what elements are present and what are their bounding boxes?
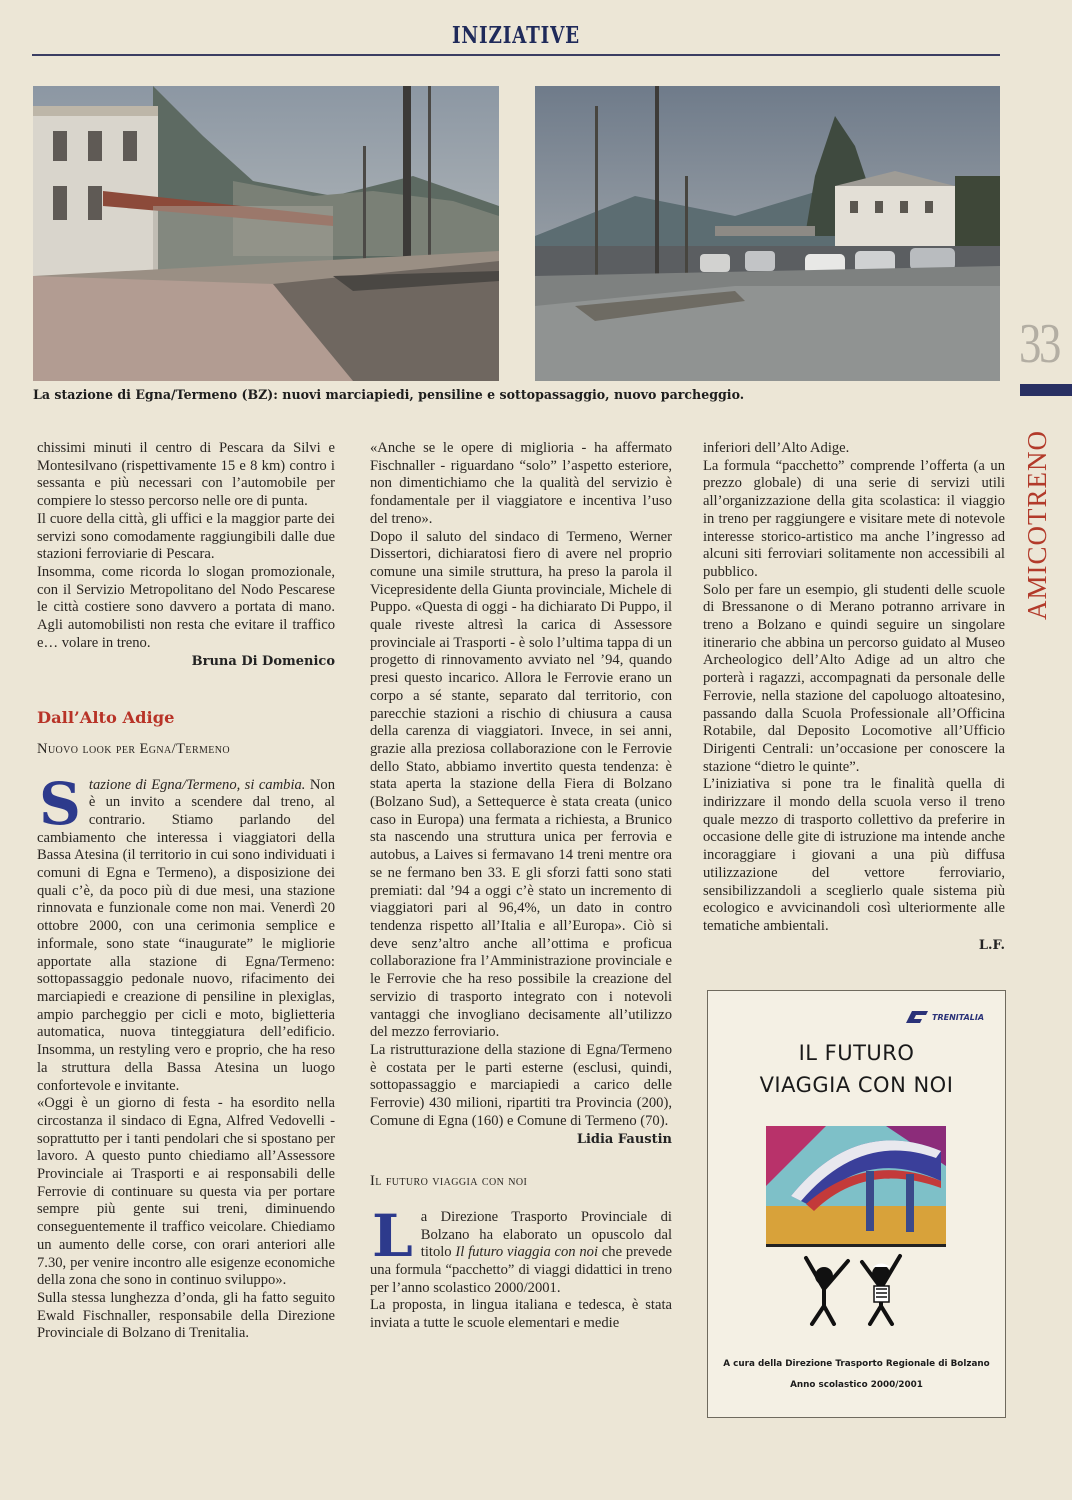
paragraph-lead <box>37 769 335 1096</box>
lead-text: Non è un invito a scendere dal treno, al contrario. Stiamo parlando del cambiamento che interessa i viaggiatori della Bassa Atesina (il territorio in cui sono individuati i comuni di Egna e Termeno), a disposizione dei quali c’è, da poco più di due mesi, una stazione rinnovata e funzionale come non mai. Venerdì 20 ottobre 2000, con una cerimonia semplice e informale, sono state “inaugurate” le migliorie apportate alla stazione di Egna/Termeno: sottopassaggio pedonale nuovo, rifacimento dei marciapiedi e creazione di pensiline in plexiglas, ampio parcheggio per cicli e moto, biglietteria automatica, nuova tinteggiatura dell’edificio. Insomma, un restyling vero e proprio, che ha reso la struttura della Bassa Atesina un luogo confortevole e invitante. <box>37 776 335 1094</box>
ad-title-line-2: VIAGGIA CON NOI <box>759 1073 954 1097</box>
ad-footer-line-2: Anno scolastico 2000/2001 <box>790 1380 923 1390</box>
subsection-title: Dall’Alto Adige <box>37 708 175 728</box>
paragraph: «Anche se le opere di miglioria - ha affermato Fischnaller - riguardano “solo” l’aspetto esteriore, non dimentichiamo che la qualità del servizio è fondamentale per il viaggiatore e incentiva l’uso del treno». <box>370 440 672 527</box>
article-kicker: Il futuro viaggia con noi <box>370 1173 528 1190</box>
photo-station-platform <box>33 86 499 381</box>
drop-cap: L <box>372 1201 413 1270</box>
paragraph: Sulla stessa lunghezza d’onda, gli ha fatto seguito Ewald Fischnaller, responsabile della Direzione Provinciale di Bolzano di Trenitalia. <box>37 1289 335 1342</box>
photo-caption: La stazione di Egna/Termeno (BZ): nuovi marciapiedi, pensiline e sottopassaggio, nuovo parcheggio. <box>33 387 745 402</box>
section-title: INIZIATIVE <box>452 22 580 49</box>
section-header <box>32 22 1000 56</box>
ad-footer-line-1: A cura della Direzione Trasporto Regionale di Bolzano <box>723 1359 990 1369</box>
photo-station-parking <box>535 86 1000 381</box>
paragraph: inferiori dell’Alto Adige. <box>703 440 850 456</box>
paragraph: Insomma, come ricorda lo slogan promozionale, con il Servizio Metropolitano del Nodo Pescarese le città costiere sono davvero a portata di mano. Agli automobilisti non resta che evitare il traffico e… volare in treno. <box>37 563 335 651</box>
paragraph: La formula “pacchetto” comprende l’offerta (a un prezzo globale) di una serie di servizi utili all’organizzazione della gita scolastica: il viaggio in treno per raggiungere e visitare mete di notevole interesse storico-artistico ma anche l’ingresso ad alcuni siti ferroviari solitamente non accessibili al pubblico. <box>703 457 1005 580</box>
paragraph: La proposta, in lingua italiana e tedesca, è stata inviata a tutte le scuole elementari e medie <box>370 1297 672 1332</box>
column-3 <box>703 440 1005 954</box>
article-kicker: Nuovo look per Egna/Termeno <box>37 740 231 757</box>
lead-text-end: che prevede una formula “pacchetto” di viaggi didattici in treno per l’anno scolastico 2000/2001. <box>370 1244 672 1296</box>
author-signature: Bruna Di Domenico <box>191 654 335 670</box>
train-children-illustration <box>766 1126 946 1326</box>
logo-text: TRENITALIA <box>932 1013 985 1022</box>
lead-italic: tazione di Egna/Termeno, si cambia. <box>88 776 306 793</box>
paragraph: Il cuore della città, gli uffici e la maggior parte dei servizi sono comodamente raggiungibili dalle due stazioni ferroviarie di Pescara. <box>37 510 335 563</box>
trenitalia-logo <box>904 1009 994 1029</box>
advertisement-box <box>707 990 1006 1418</box>
paragraph-lead <box>370 1201 672 1298</box>
column-1 <box>37 440 335 1343</box>
trenitalia-logo-icon <box>904 1009 930 1025</box>
lead-italic: Il futuro viaggia con noi <box>455 1244 599 1261</box>
drop-cap: S <box>39 769 81 838</box>
ad-title-line-1: IL FUTURO <box>798 1041 915 1065</box>
paragraph: La ristrutturazione della stazione di Egna/Termeno è costata per le parti esterne (esclusi, quindi, sottopassaggio e marciapiedi a carico delle Ferrovie) 430 milioni, ripartiti tra Provincia (200), Comune di Egna (160) e Comune di Termeno (70). <box>370 1041 672 1129</box>
author-signature: Lidia Faustin <box>576 1132 672 1148</box>
paragraph: L’iniziativa si pone tra le finalità quella di indirizzare il mondo della scuola verso il treno quale mezzo di trasporto collettivo da preferire in occasione delle gite di istruzione ma intende anche incoraggiare i giovani a una più diffusa utilizzazione del vettore ferroviario, sensibilizzandoli a sceglierlo quale sistema più ecologico e avvicinandoli così ulteriormente alle tematiche ambientali. <box>703 776 1005 934</box>
magazine-name: AMICOTRENO <box>1022 430 1052 620</box>
paragraph: «Oggi è un giorno di festa - ha esordito nella circostanza il sindaco di Egna, Alfred Vedovelli - soprattutto per i tanti pendolari che si spostano per lavoro. A questo punto chiediamo all’Assessore Provinciale ai Trasporti e ai responsabili delle Ferrovie di continuare su questa via per portare sempre più gente sui treni, diminuendo conseguentemente il traffico veicolare. Chiediamo un aumento delle corse, con orari anteriori alle 7.30, per venire incontro alle esigenze economiche della zona che sono in continuo sviluppo». <box>37 1095 335 1289</box>
lead-text: a Direzione Trasporto Provinciale di Bolzano ha elaborato un opuscolo dal titolo <box>420 1208 672 1261</box>
paragraph: Dopo il saluto del sindaco di Termeno, Werner Dissertori, dichiaratosi fiero di avere nel proprio comune una simile struttura, ha preso la parola il Vicepresidente della Giunta provinciale, Michele di Puppo. «Questa di oggi - ha dichiarato Di Puppo, il quale riveste altresì la carica di Assessore provinciale ai Trasporti - è solo l’ultima tappa di un progetto di rinnovamento avviato nel ’94, quando presi questo incarico. Allora le Ferrovie erano un corpo a sé stante, separato dal territorio, con parecchie stazioni a rischio di chiusura a causa della carenza di viaggiatori. Invece, in sei anni, grazie alla preziosa collaborazione con le Ferrovie dello Stato, abbiamo invertito questa tendenza: è stata aperta la stazione della Fiera di Bolzano (Bolzano Sud), a Settequerce è stata creata (unico caso in Europa) una fermata a richiesta, a Brunico sta nascendo una struttura unica per ferrovia e autobus, a Laives si fermavano 14 treni mentre ora se ne fermano ben 33. E gli sforzi fatti sono stati premiati: dal ’94 a oggi c’è stato un incremento di viaggiatori pari al 96,4%, un dato in contro tendenza rispetto all’Italia e all’Europa». Ciò si deve senz’altro anche all’ottima e proficua collaborazione fra l’Amministrazione provinciale e le Ferrovie che ha reso possibile la creazione del servizio di trasporto integrato con i notevoli vantaggi che invogliano decisamente all’utilizzo del mezzo ferroviario. <box>370 528 672 1041</box>
author-signature: L.F. <box>978 937 1005 953</box>
paragraph: chissimi minuti il centro di Pescara da Silvi e Montesilvano (rispettivamente 15 e 8 km) contro i sessanta e più necessari con l’automobile per compiere lo stesso percorso nelle ore di punta. <box>37 440 335 510</box>
sidebar-rule <box>1020 384 1072 396</box>
paragraph: Solo per fare un esempio, gli studenti delle scuole di Bressanone o di Merano potranno arrivare in treno a Bolzano e quindi seguire un singolare itinerario che abbina un percorso guidato al Museo Archeologico dell’Alto Adige ad un altro che porterà i ragazzi, accompagnati da personale delle Ferrovie, nella stazione del capoluogo altoatesino, passando dalla Scuola Professionale all’Officina Rotabile, dal Deposito Locomotive all’Ufficio Dirigenti Centrali: un’occasione per conoscere la stazione “dietro le quinte”. <box>703 581 1005 775</box>
column-2 <box>370 440 672 1333</box>
page-number: 33 <box>1019 313 1059 375</box>
